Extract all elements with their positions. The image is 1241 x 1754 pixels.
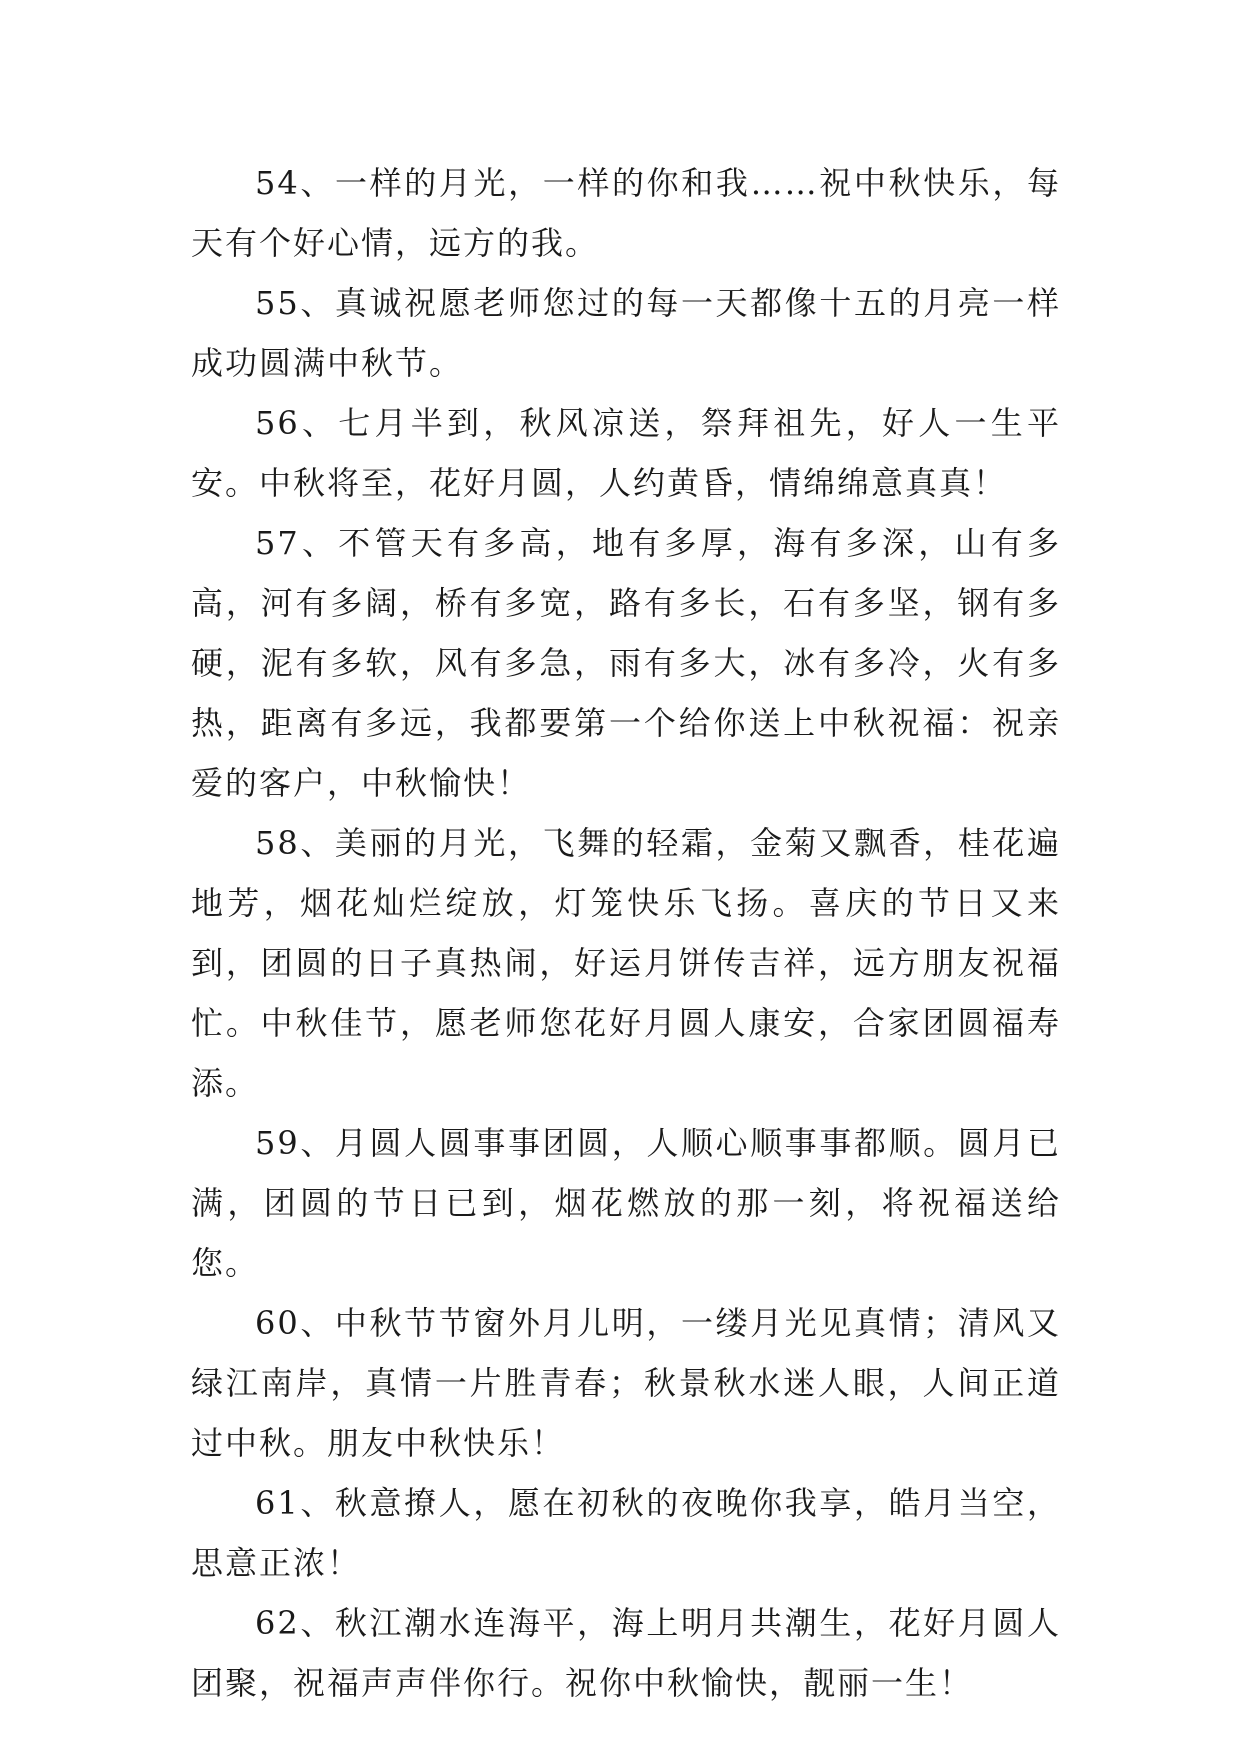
paragraph-58: 58、美丽的月光，飞舞的轻霜，金菊又飘香，桂花遍地芳，烟花灿烂绽放，灯笼快乐飞扬。喜庆的节日又来到，团圆的日子真热闹，好运月饼传吉祥，远方朋友祝福忙。中秋佳节，愿老师您花好月圆人康安，合家团圆福寿添。 bbox=[191, 824, 1061, 1102]
paragraph-61: 61、秋意撩人，愿在初秋的夜晚你我享，皓月当空，思意正浓！ bbox=[191, 1484, 1061, 1582]
paragraph-59: 59、月圆人圆事事团圆，人顺心顺事事都顺。圆月已满，团圆的节日已到，烟花燃放的那一刻，将祝福送给您。 bbox=[191, 1124, 1061, 1282]
paragraph-56: 56、七月半到，秋风凉送，祭拜祖先，好人一生平安。中秋将至，花好月圆，人约黄昏，情绵绵意真真！ bbox=[191, 404, 1061, 502]
paragraph-54: 54、一样的月光，一样的你和我……祝中秋快乐，每天有个好心情，远方的我。 bbox=[191, 164, 1061, 262]
paragraph-60: 60、中秋节节窗外月儿明，一缕月光见真情；清风又绿江南岸，真情一片胜青春；秋景秋水迷人眼，人间正道过中秋。朋友中秋快乐！ bbox=[191, 1304, 1061, 1462]
paragraph-57: 57、不管天有多高，地有多厚，海有多深，山有多高，河有多阔，桥有多宽，路有多长，石有多坚，钢有多硬，泥有多软，风有多急，雨有多大，冰有多冷，火有多热，距离有多远，我都要第一个给你送上中秋祝福：祝亲爱的客户，中秋愉快！ bbox=[191, 524, 1061, 802]
paragraph-55: 55、真诚祝愿老师您过的每一天都像十五的月亮一样成功圆满中秋节。 bbox=[191, 284, 1061, 382]
paragraph-62: 62、秋江潮水连海平，海上明月共潮生，花好月圆人团聚，祝福声声伴你行。祝你中秋愉快，靓丽一生！ bbox=[191, 1604, 1061, 1702]
document-body bbox=[191, 153, 1061, 1713]
